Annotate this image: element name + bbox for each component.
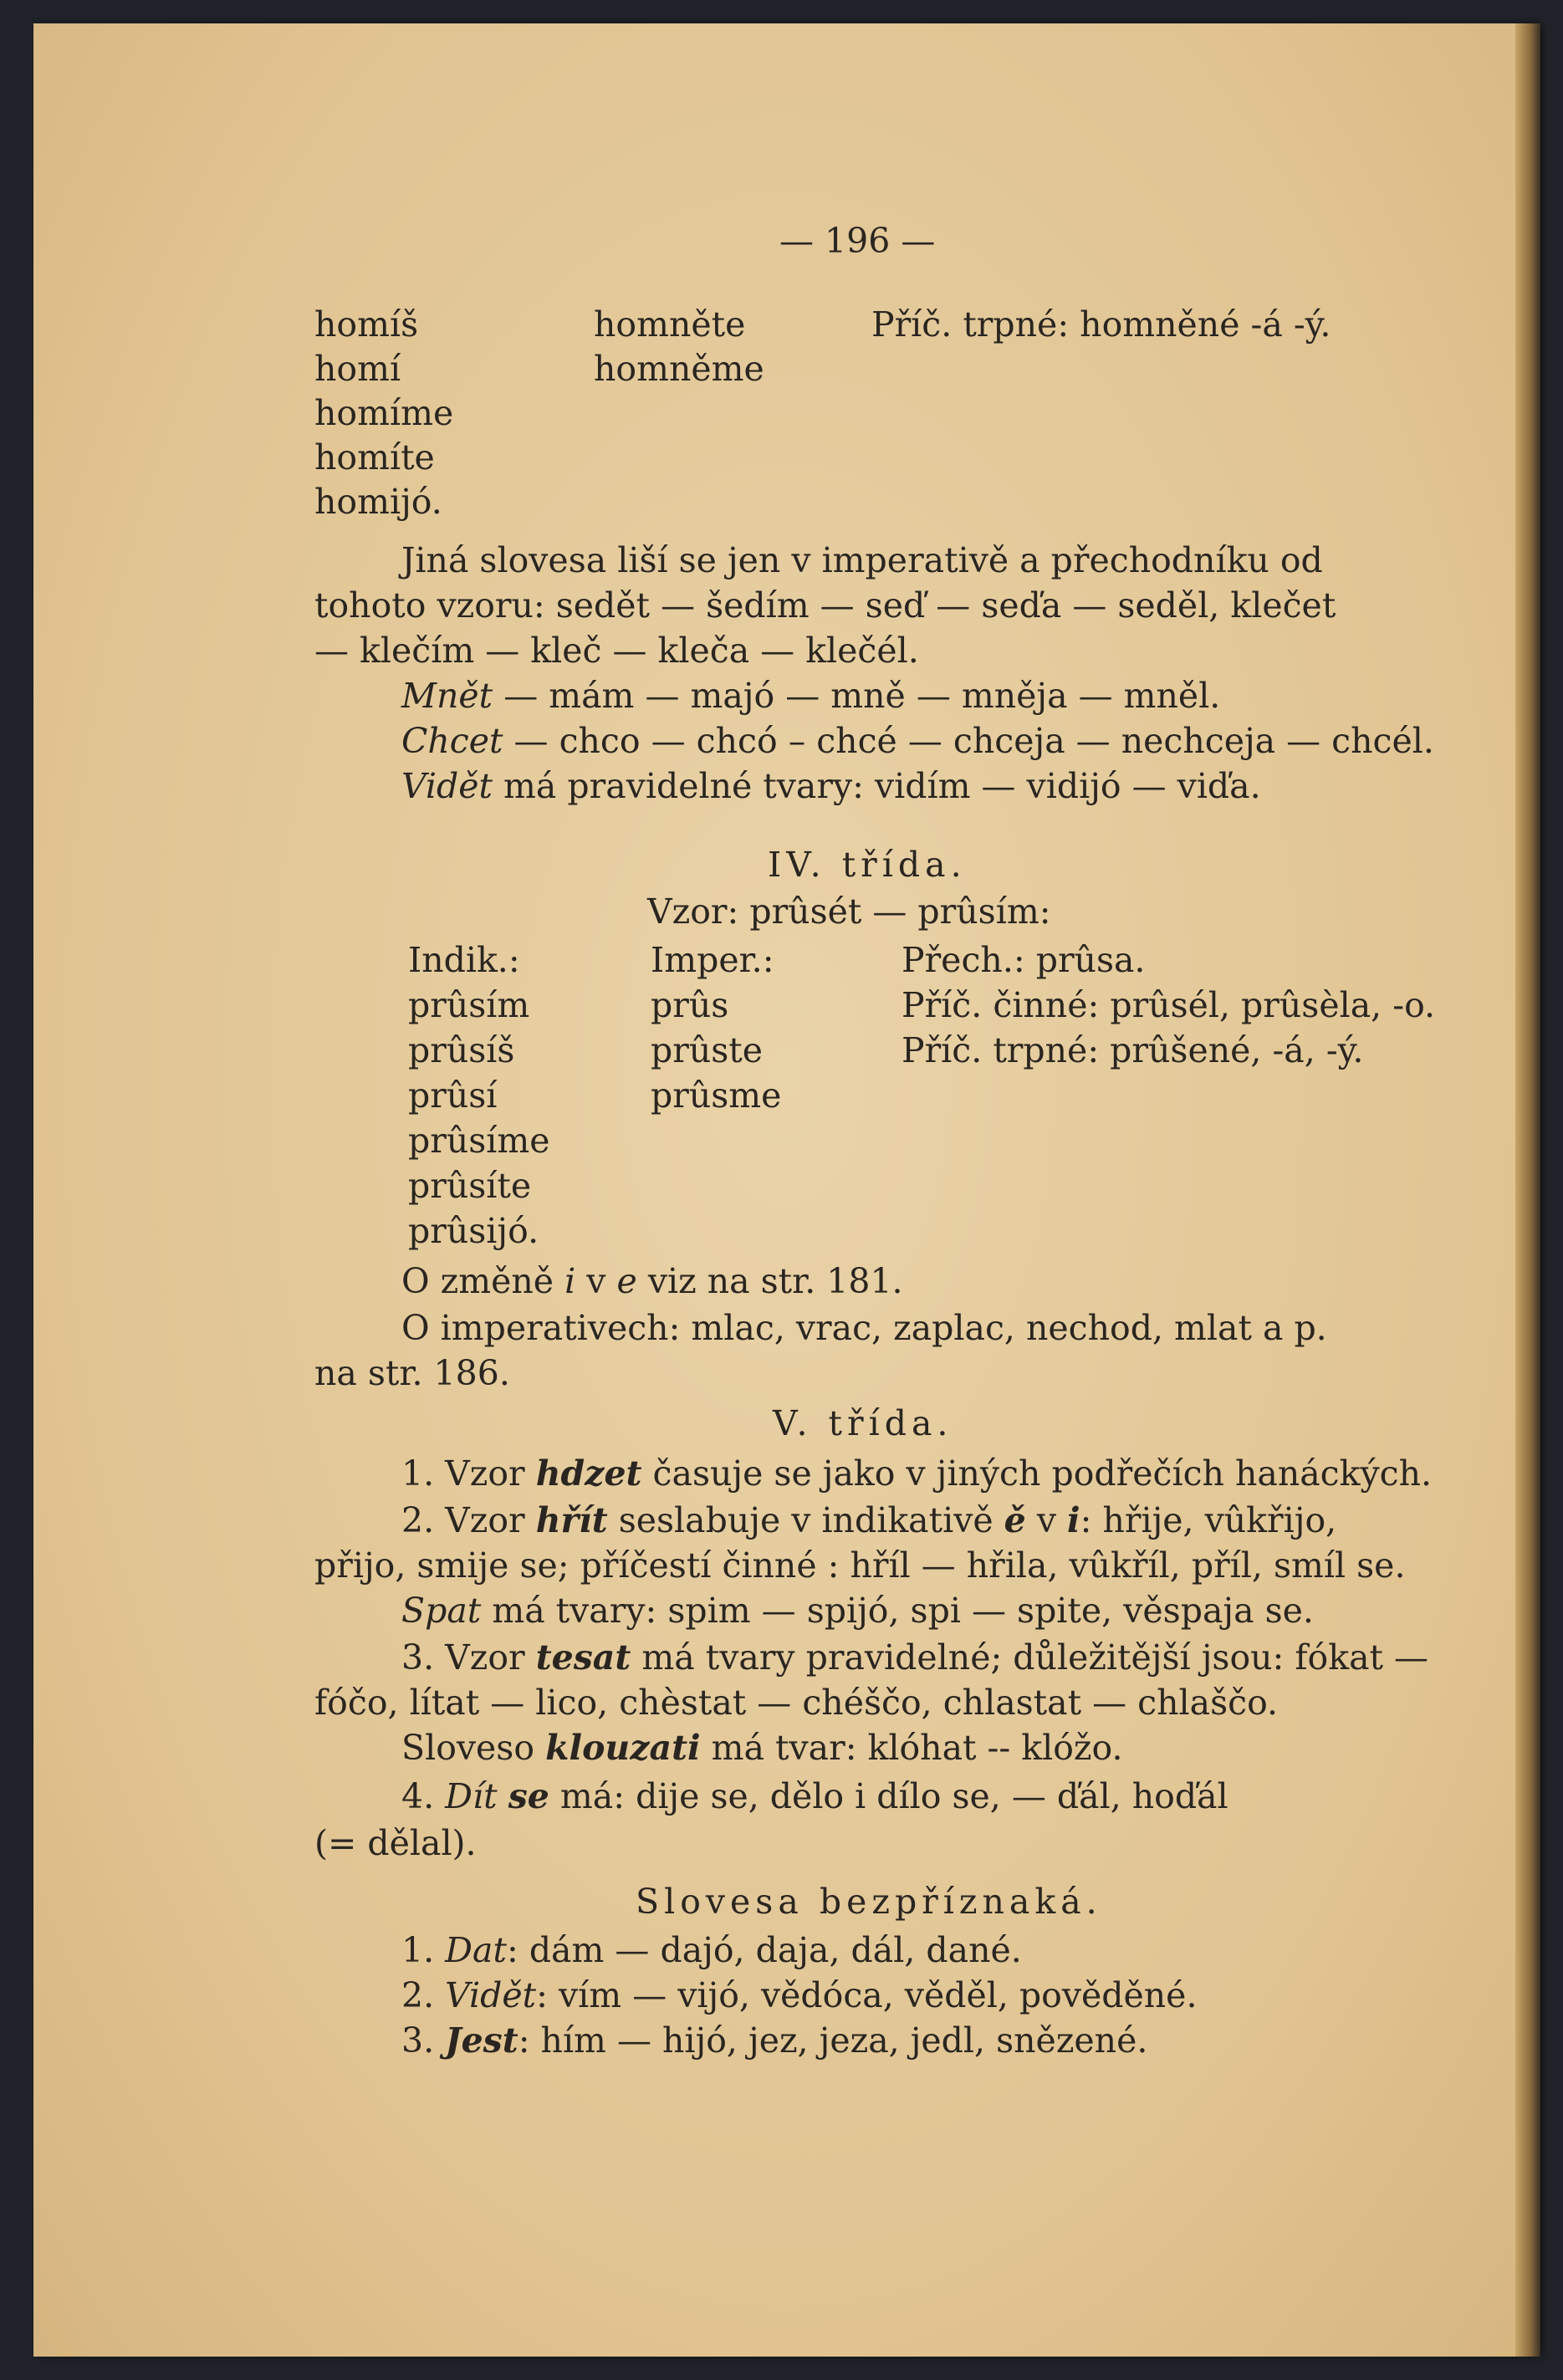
text-line: Chcet — chco — chcó – chcé — chceja — nechceja — chcél. (401, 721, 1434, 761)
form: homíme (314, 393, 454, 433)
text-line: — klečím — kleč — kleča — klečél. (314, 631, 919, 671)
text-line: na str. 186. (314, 1353, 510, 1393)
form: homíte (314, 437, 435, 478)
form: prûsím (408, 985, 530, 1025)
text-line: 1. Vzor hdzet časuje se jako v jiných podřečích hanáckých. (401, 1453, 1433, 1494)
participle: Příč. trpné: homněné -á -ý. (871, 304, 1331, 345)
form: prûsíš (408, 1030, 515, 1070)
text-line: Vidět má pravidelné tvary: vidím — vidijó — viďa. (401, 766, 1261, 806)
form: homněte (594, 304, 746, 345)
text-line: 3. Vzor tesat má tvary pravidelné; důležitější jsou: fókat — (401, 1637, 1429, 1678)
text-line: Sloveso klouzati má tvar: klóhat -- klóžo. (401, 1728, 1123, 1768)
text-line: 2. Vzor hřít seslabuje v indikativě ě v i: hřije, vûkřijo, (401, 1500, 1337, 1540)
column-header: Přech.: prûsa. (902, 940, 1146, 980)
section-heading: V. třída. (773, 1403, 953, 1443)
text-line: O změně i v e viz na str. 181. (401, 1261, 903, 1301)
form: homíš (314, 304, 419, 345)
text-line: 4. Dít se má: dije se, dělo i dílo se, — ďál, hoďál (401, 1776, 1228, 1816)
list-item: 2. Vidět: vím — vijó, vědóca, věděl, pověděné. (401, 1975, 1198, 2015)
form: prûs (651, 985, 729, 1025)
form: prûsíte (408, 1166, 532, 1206)
participle: Příč. trpné: prûšené, -á, -ý. (902, 1030, 1364, 1070)
form: prûsíme (408, 1121, 550, 1161)
text-line: tohoto vzoru: sedět — šedím — seď — seďa — seděl, klečet (314, 585, 1336, 626)
text-line: Spat má tvary: spim — spijó, spi — spite, věspaja se. (401, 1591, 1314, 1631)
form: homněme (594, 349, 764, 389)
page-number: — 196 — (779, 221, 936, 261)
section-heading: IV. třída. (768, 845, 967, 885)
page-edge (1515, 23, 1540, 2357)
column-header: Indik.: (408, 940, 520, 980)
form: homí (314, 349, 401, 389)
text-line: přijo, smije se; příčestí činné : hříl — hřila, vûkříl, příl, smíl se. (314, 1545, 1406, 1586)
participle: Příč. činné: prûsél, prûsèla, -o. (902, 985, 1436, 1025)
text-line: fóčo, lítat — lico, chèstat — chéščo, chlastat — chlaščo. (314, 1683, 1279, 1723)
section-heading: Slovesa bezpříznaká. (636, 1882, 1102, 1922)
text-line: O imperativech: mlac, vrac, zaplac, nechod, mlat a p. (401, 1308, 1327, 1348)
list-item: 3. Jest: hím — hijó, jez, jeza, jedl, snězené. (401, 2020, 1148, 2061)
form: prûsme (651, 1075, 782, 1116)
form: prûsí (408, 1075, 498, 1116)
list-item: 1. Dat: dám — dajó, daja, dál, dané. (401, 1930, 1022, 1970)
form: prûsijó. (408, 1211, 539, 1251)
text-line: Jiná slovesa liší se jen v imperativě a přechodníku od (401, 540, 1323, 580)
text-line: Mnět — mám — majó — mně — mněja — mněl. (401, 676, 1221, 716)
column-header: Imper.: (651, 940, 774, 980)
form: prûste (651, 1030, 764, 1070)
vzor: Vzor: prûsét — prûsím: (647, 891, 1051, 932)
text-line: (= dělal). (314, 1823, 477, 1863)
form: homijó. (314, 482, 442, 522)
